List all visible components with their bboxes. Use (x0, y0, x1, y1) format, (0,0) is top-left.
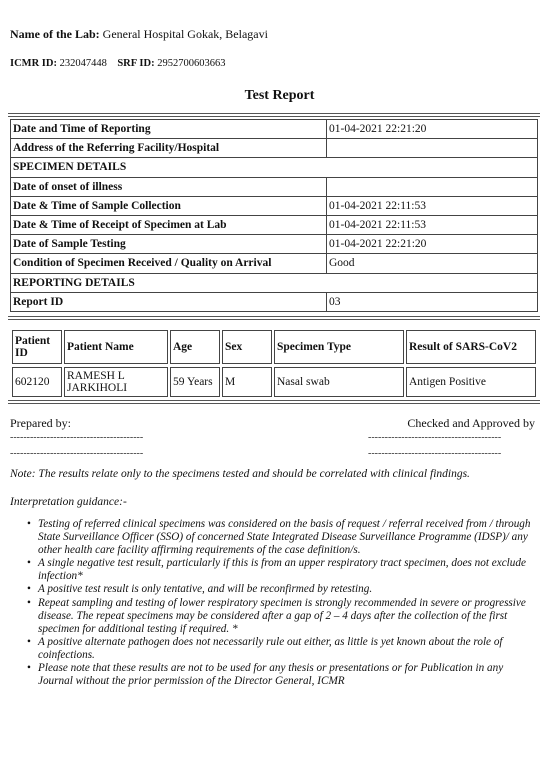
lab-name-value: General Hospital Gokak, Belagavi (102, 27, 268, 41)
signature-line-right: ---------------------------------------- (368, 448, 502, 459)
lab-name-line (10, 27, 268, 42)
list-item: • A positive alternate pathogen does not necessarily rule out either, as little is yet known about the role of coinfections. (38, 636, 538, 662)
interpretation-list (38, 518, 538, 688)
patient-result-table (10, 327, 538, 400)
details-label: Report ID (11, 292, 327, 311)
details-row (11, 177, 538, 196)
details-value: 03 (327, 292, 538, 311)
specimen-type-cell: Nasal swab (274, 367, 404, 397)
signature-line-left: ---------------------------------------- (10, 432, 144, 443)
list-item: • A positive test result is only tentative, and will be reconfirmed by retesting. (38, 583, 538, 596)
details-value: 01-04-2021 22:21:20 (327, 235, 538, 254)
details-label: Date & Time of Receipt of Specimen at Lab (11, 215, 327, 234)
details-label: Date of Sample Testing (11, 235, 327, 254)
icmr-id-value: 232047448 (59, 58, 107, 69)
col-header-result: Result of SARS-CoV2 (406, 330, 536, 364)
srf-id-value: 2952700603663 (157, 58, 226, 69)
interpretation-heading: Interpretation guidance:- (10, 496, 127, 508)
divider (8, 400, 540, 401)
details-value: 01-04-2021 22:21:20 (327, 120, 538, 139)
divider (8, 403, 540, 404)
patient-table-header (12, 330, 536, 364)
section-header: REPORTING DETAILS (11, 273, 538, 292)
patient-name-cell: RAMESH L JARKIHOLI (64, 367, 168, 397)
divider (8, 316, 540, 317)
section-header: SPECIMEN DETAILS (11, 158, 538, 177)
section-header-row (11, 273, 538, 292)
specimen-details-table (10, 119, 538, 312)
col-header-specimen-type: Specimen Type (274, 330, 404, 364)
details-value: 01-04-2021 22:11:53 (327, 196, 538, 215)
result-cell: Antigen Positive (406, 367, 536, 397)
details-row (11, 139, 538, 158)
details-row (11, 120, 538, 139)
details-value: Good (327, 254, 538, 273)
section-header-row (11, 158, 538, 177)
col-header-age: Age (170, 330, 220, 364)
lab-name-label: Name of the Lab: (10, 27, 100, 41)
col-header-patient-name: Patient Name (64, 330, 168, 364)
details-row (11, 292, 538, 311)
details-row (11, 196, 538, 215)
details-row (11, 254, 538, 273)
details-label: Date & Time of Sample Collection (11, 196, 327, 215)
prepared-by-label: Prepared by: (10, 416, 71, 430)
col-header-sex: Sex (222, 330, 272, 364)
details-label: Condition of Specimen Received / Quality on Arrival (11, 254, 327, 273)
id-line (10, 58, 225, 69)
details-value: 01-04-2021 22:11:53 (327, 215, 538, 234)
page-title: Test Report (244, 88, 315, 103)
details-label: Date of onset of illness (11, 177, 327, 196)
list-item: • Please note that these results are not to be used for any thesis or presentations or for Publication in any Journal without the prior permission of the Director General, ICMR (38, 662, 538, 688)
divider (8, 319, 540, 320)
details-label: Date and Time of Reporting (11, 120, 327, 139)
col-header-patient-id: Patient ID (12, 330, 62, 364)
list-item: • Repeat sampling and testing of lower respiratory specimen is strongly recommended in severe or progressive disease. The repeat specimens may be considered after a gap of 2 – 4 days after the collection of the first specimen for additional testing if required. * (38, 597, 538, 636)
list-item: • A single negative test result, particularly if this is from an upper respiratory tract specimen, does not exclude infection* (38, 557, 538, 583)
signature-line-right: ---------------------------------------- (368, 432, 502, 443)
details-label: Address of the Referring Facility/Hospital (11, 139, 327, 158)
age-cell: 59 Years (170, 367, 220, 397)
results-note: Note: The results relate only to the specimens tested and should be correlated with clinical findings. (10, 468, 470, 480)
patient-id-cell: 602120 (12, 367, 62, 397)
list-item: • Testing of referred clinical specimens was considered on the basis of request / referral received from / through State Surveillance Officer (SSO) of concerned State Integrated Disease Surveillance Programme (IDSP)/ any other health care facility affirming requirements of the case definition/s. (38, 518, 538, 557)
details-row (11, 235, 538, 254)
signature-line-left: ---------------------------------------- (10, 448, 144, 459)
details-row (11, 215, 538, 234)
sex-cell: M (222, 367, 272, 397)
details-value (327, 177, 538, 196)
divider (8, 116, 540, 117)
table-row (12, 367, 536, 397)
srf-id-label: SRF ID: (117, 58, 155, 69)
icmr-id-label: ICMR ID: (10, 58, 57, 69)
divider (8, 113, 540, 114)
details-value (327, 139, 538, 158)
checked-approved-label: Checked and Approved by (407, 416, 535, 430)
